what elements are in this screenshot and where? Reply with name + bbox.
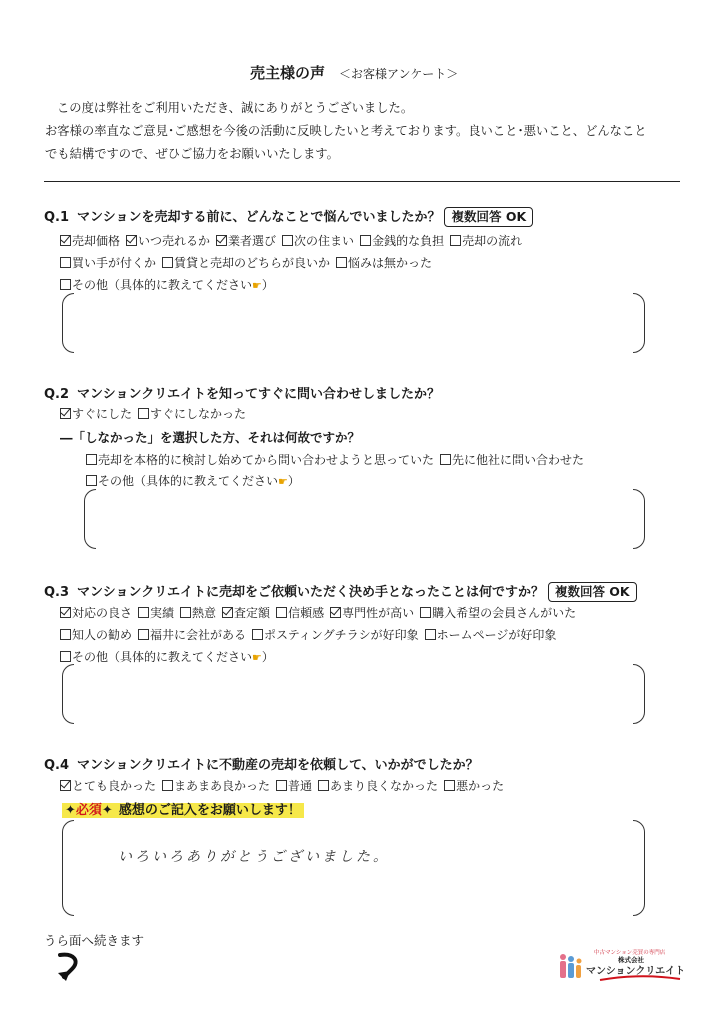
- option-label: すぐにしなかった: [150, 407, 247, 421]
- other-label-end: ）: [261, 278, 274, 292]
- checkbox[interactable]: [180, 607, 191, 618]
- checkbox[interactable]: [440, 454, 451, 465]
- option[interactable]: [86, 451, 434, 468]
- option-label: 業者選び: [228, 234, 277, 248]
- option[interactable]: [162, 254, 330, 271]
- handwritten-answer: いろいろありがとうございました。: [118, 849, 390, 865]
- question-text: マンションクリエイトを知ってすぐに問い合わせしましたか？: [77, 387, 440, 402]
- q2-options-row-1: [60, 405, 252, 422]
- checkbox[interactable]: [360, 235, 371, 246]
- option[interactable]: [450, 232, 522, 249]
- question-1: [44, 206, 533, 227]
- intro-text: [45, 97, 685, 166]
- option[interactable]: [60, 626, 132, 643]
- required-note: [62, 799, 304, 818]
- intro-line: でも結構ですので、ぜひご協力をお願いいたします。: [45, 147, 339, 161]
- question-number: Q.2: [44, 387, 70, 402]
- option[interactable]: [252, 626, 419, 643]
- continue-note: うら面へ続きます: [44, 933, 145, 948]
- option[interactable]: [276, 604, 324, 621]
- multi-answer-badge: 複数回答 OK: [548, 582, 637, 602]
- logo-swoosh-icon: [598, 975, 682, 982]
- q3-options-row-2: [60, 626, 562, 643]
- option-label: 購入希望の会員さんがいた: [432, 606, 577, 620]
- option[interactable]: [330, 604, 414, 621]
- question-2: [44, 383, 440, 402]
- checkbox-checked[interactable]: [60, 607, 71, 618]
- q3-answer-box[interactable]: [62, 664, 645, 724]
- option-label: すぐにした: [72, 407, 133, 421]
- logo-corp: 株式会社: [618, 956, 644, 964]
- q4-answer-box[interactable]: [62, 820, 645, 916]
- q4-options-row-1: [60, 777, 510, 794]
- option[interactable]: [420, 604, 576, 621]
- option[interactable]: [318, 777, 438, 794]
- bracket-left: [62, 820, 74, 916]
- bracket-right: [633, 489, 645, 549]
- option-label: 熱意: [192, 606, 217, 620]
- required-highlight: ✦必須✦: [62, 803, 116, 818]
- option-label: 専門性が高い: [342, 606, 415, 620]
- option-label: ポスティングチラシが好印象: [264, 628, 419, 642]
- option-label: いつ売れるか: [138, 234, 211, 248]
- option-label: 知人の勧め: [72, 628, 133, 642]
- option[interactable]: [282, 232, 354, 249]
- question-text: マンションを売却する前に、どんなことで悩んでいましたか？: [77, 210, 441, 225]
- pointing-hand-icon: ☛: [252, 279, 262, 292]
- page-title: [250, 62, 458, 83]
- q1-options-row-2: [60, 254, 438, 271]
- option-label: 次の住まい: [294, 234, 355, 248]
- option-label: 売却価格: [72, 234, 121, 248]
- option-label: ホームページが好印象: [436, 628, 557, 642]
- option-label: 普通: [288, 779, 313, 793]
- option[interactable]: [60, 604, 132, 621]
- q1-options-row-1: [60, 232, 528, 249]
- option-label: 信頼感: [288, 606, 325, 620]
- checkbox[interactable]: [444, 780, 455, 791]
- checkbox[interactable]: [60, 257, 71, 268]
- option-label: 査定額: [234, 606, 271, 620]
- checkbox[interactable]: [60, 651, 71, 662]
- q3-other-option[interactable]: [60, 648, 274, 665]
- checkbox-checked[interactable]: [60, 780, 71, 791]
- option[interactable]: [276, 777, 312, 794]
- intro-line: お客様の率直なご意見･ご感想を今後の活動に反映したいと考えております。良いこと･悪いこと、どんなこと: [45, 124, 647, 138]
- checkbox[interactable]: [336, 257, 347, 268]
- q3-options-row-1: [60, 604, 582, 621]
- option-label: 実績: [150, 606, 175, 620]
- option-label: 先に他社に問い合わせた: [452, 453, 585, 467]
- logo-tagline: 中古マンション売買の専門店: [594, 950, 666, 956]
- checkbox[interactable]: [276, 780, 287, 791]
- checkbox[interactable]: [86, 475, 97, 486]
- question-text: マンションクリエイトに不動産の売却を依頼して、いかがでしたか？: [77, 758, 479, 773]
- checkbox[interactable]: [425, 629, 436, 640]
- bracket-left: [62, 293, 74, 353]
- option[interactable]: [138, 626, 246, 643]
- option-label: 対応の良さ: [72, 606, 133, 620]
- q2-other-option[interactable]: [86, 472, 300, 489]
- bracket-right: [633, 820, 645, 916]
- page-turn-arrow-icon: [54, 951, 84, 983]
- option[interactable]: [126, 232, 210, 249]
- option-label: 金銭的な負担: [372, 234, 445, 248]
- required-label: 必須: [75, 803, 102, 818]
- multi-answer-badge: 複数回答 OK: [444, 207, 533, 227]
- bracket-right: [633, 293, 645, 353]
- option[interactable]: [180, 604, 216, 621]
- pointing-hand-icon: ☛: [252, 651, 262, 664]
- checkbox[interactable]: [60, 629, 71, 640]
- bracket-left: [62, 664, 74, 724]
- checkbox-checked[interactable]: [126, 235, 137, 246]
- checkbox[interactable]: [60, 279, 71, 290]
- option[interactable]: [425, 626, 557, 643]
- checkbox[interactable]: [276, 607, 287, 618]
- option[interactable]: [222, 604, 270, 621]
- checkbox[interactable]: [138, 408, 149, 419]
- option-label: 悪かった: [456, 779, 505, 793]
- option[interactable]: [336, 254, 432, 271]
- checkbox[interactable]: [86, 454, 97, 465]
- option-label: まあまあ良かった: [174, 779, 271, 793]
- option-label: あまり良くなかった: [330, 779, 439, 793]
- option-label: 悩みは無かった: [348, 256, 433, 270]
- question-3: [44, 581, 637, 602]
- q2-followup-question: ―「しなかった」を選択した方、それは何故ですか？: [60, 430, 361, 445]
- checkbox[interactable]: [252, 629, 263, 640]
- pointing-hand-icon: ☛: [278, 475, 288, 488]
- logo-name: マンションクリエイト: [586, 966, 686, 977]
- question-text: マンションクリエイトに売却をご依頼いただく決め手となったことは何ですか？: [77, 585, 544, 600]
- checkbox[interactable]: [162, 780, 173, 791]
- question-number: Q.3: [44, 585, 70, 600]
- other-label-end: ）: [261, 650, 274, 664]
- q2-answer-box[interactable]: [84, 489, 645, 549]
- checkbox[interactable]: [420, 607, 431, 618]
- survey-title: 売主様の声: [250, 64, 326, 82]
- option-label: 買い手が付くか: [72, 256, 157, 270]
- other-label: その他（具体的に教えてください: [72, 278, 253, 292]
- option[interactable]: [216, 232, 276, 249]
- checkbox-checked[interactable]: [60, 408, 71, 419]
- option[interactable]: [360, 232, 444, 249]
- option[interactable]: [60, 777, 156, 794]
- q1-answer-box[interactable]: [62, 293, 645, 353]
- option-label: とても良かった: [72, 779, 157, 793]
- checkbox[interactable]: [450, 235, 461, 246]
- question-4: [44, 754, 479, 773]
- option-label: 売却を本格的に検討し始めてから問い合わせようと思っていた: [98, 453, 435, 467]
- survey-subtitle: ＜お客様アンケート＞: [339, 67, 459, 81]
- other-label-end: ）: [287, 474, 300, 488]
- intro-line: この度は弊社をご利用いただき、誠にありがとうございました。: [57, 101, 414, 115]
- checkbox[interactable]: [138, 629, 149, 640]
- option[interactable]: [162, 777, 270, 794]
- family-logo-icon: [558, 952, 584, 980]
- checkbox[interactable]: [162, 257, 173, 268]
- checkbox-checked[interactable]: [222, 607, 233, 618]
- checkbox[interactable]: [138, 607, 149, 618]
- option[interactable]: [444, 777, 504, 794]
- option[interactable]: [440, 451, 584, 468]
- other-label: その他（具体的に教えてください: [98, 474, 279, 488]
- option[interactable]: [138, 604, 174, 621]
- company-logo: [558, 948, 684, 982]
- option[interactable]: [60, 254, 156, 271]
- option-label: 福井に会社がある: [150, 628, 247, 642]
- required-text: 感想のご記入をお願いします！: [116, 803, 304, 818]
- bracket-left: [84, 489, 96, 549]
- checkbox-checked[interactable]: [330, 607, 341, 618]
- question-number: Q.1: [44, 210, 70, 225]
- checkbox-checked[interactable]: [216, 235, 227, 246]
- checkbox-checked[interactable]: [60, 235, 71, 246]
- question-number: Q.4: [44, 758, 70, 773]
- divider: [44, 181, 680, 182]
- q2-options-row-2: [86, 451, 590, 468]
- bracket-right: [633, 664, 645, 724]
- option-label: 賃貸と売却のどちらが良いか: [174, 256, 331, 270]
- checkbox[interactable]: [318, 780, 329, 791]
- q1-other-option[interactable]: [60, 276, 274, 293]
- checkbox[interactable]: [282, 235, 293, 246]
- option-label: 売却の流れ: [462, 234, 523, 248]
- option[interactable]: [138, 405, 246, 422]
- option[interactable]: [60, 405, 132, 422]
- other-label: その他（具体的に教えてください: [72, 650, 253, 664]
- option[interactable]: [60, 232, 120, 249]
